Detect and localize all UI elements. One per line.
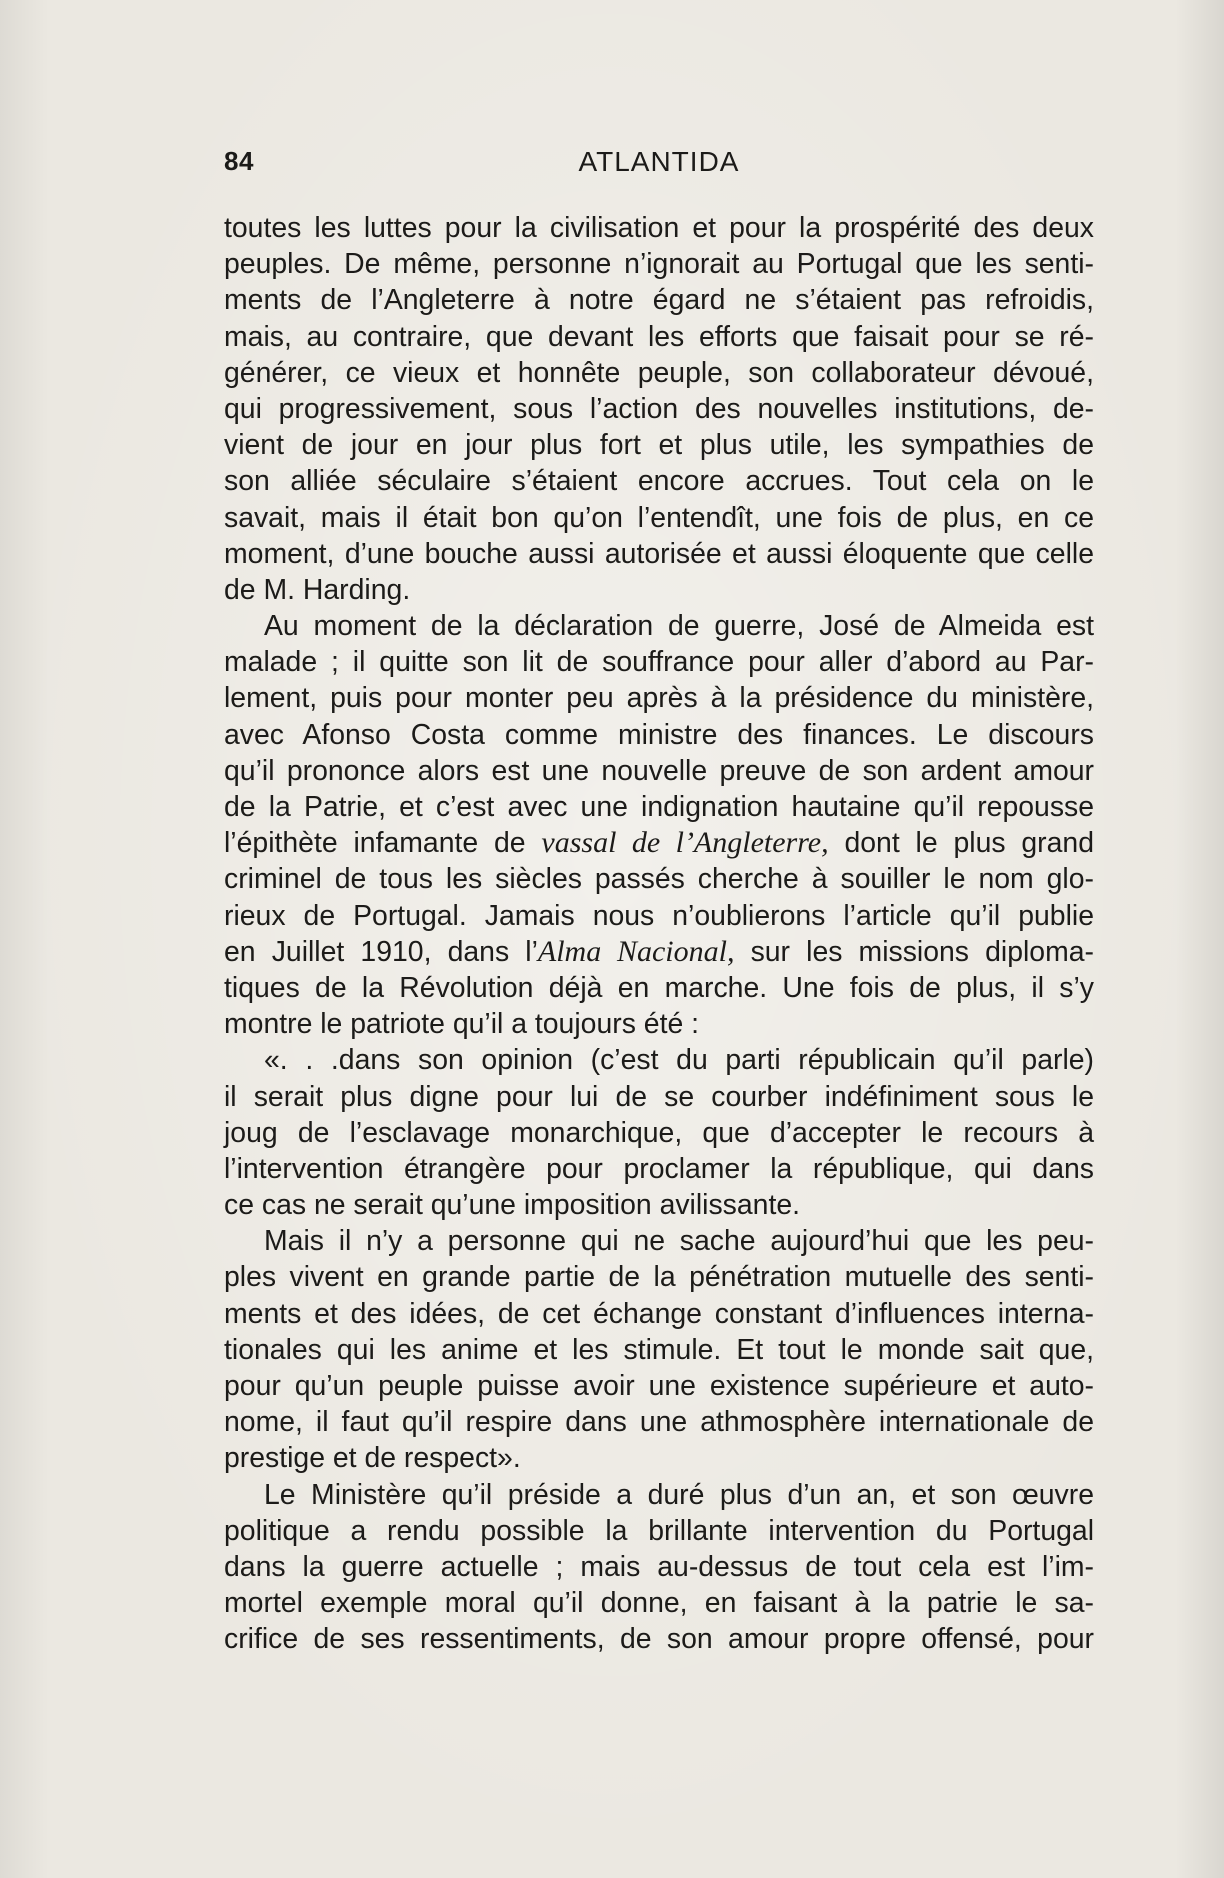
text-line: moment, d’une bouche aussi autorisée et aussi éloquente que celle [224,537,1094,570]
text-line: toutes les luttes pour la civilisation et pour la prospérité des deux [224,212,1094,244]
text-line: il serait plus digne pour lui de se courber indéfiniment sous le [224,1080,1094,1113]
running-title: ATLANTIDA [578,146,740,177]
text-line: mortel exemple moral qu’il donne, en faisant à la patrie le sa- [224,1587,1094,1620]
text-line: mais, au contraire, que devant les efforts que faisait pour se ré- [224,320,1094,353]
text-line: ments de l’Angleterre à notre égard ne s’étaient pas refroidis, [224,284,1094,317]
text-line: dans la guerre actuelle ; mais au-dessus de tout cela est l’im- [224,1550,1094,1583]
text-line: de M. Harding. [224,573,411,606]
text-line: qu’il prononce alors est une nouvelle preuve de son ardent amour [224,754,1094,787]
text-line: joug de l’esclavage monarchique, que d’accepter le recours à [224,1116,1094,1149]
text-line: criminel de tous les siècles passés cherche à souiller le nom glo- [224,863,1094,896]
text-line: «. . .dans son opinion (c’est du parti républicain qu’il parle) [264,1044,1094,1077]
text-line: Au moment de la déclaration de guerre, José de Almeida est [264,610,1094,643]
text-line: avec Afonso Costa comme ministre des finances. Le discours [224,718,1094,751]
text-segment: sur les missions diploma- [734,935,1094,968]
text-line: tionales qui les anime et les stimule. Et tout le monde sait que, [224,1333,1094,1366]
text-line: politique a rendu possible la brillante intervention du Portugal [224,1514,1094,1547]
text-line: rieux de Portugal. Jamais nous n’oublierons l’article qu’il publie [224,899,1094,932]
text-line: malade ; il quitte son lit de souffrance pour aller d’abord au Par- [224,646,1094,679]
italic-title: Alma Nacional, [537,934,735,968]
text-segment: dont le plus grand [828,827,1094,860]
text-line: générer, ce vieux et honnête peuple, son collaborateur dévoué, [224,356,1094,389]
text-line: ples vivent en grande partie de la pénétration mutuelle des senti- [224,1261,1094,1294]
text-line: qui progressivement, sous l’action des nouvelles institutions, de- [224,392,1094,425]
body-text [224,210,1094,1658]
text-line: pour qu’un peuple puisse avoir une existence supérieure et auto- [224,1370,1094,1402]
text-line: l’intervention étrangère pour proclamer la république, qui dans [224,1152,1094,1185]
text-line: lement, puis pour monter peu après à la présidence du ministère, [224,682,1094,715]
text-line [224,825,1094,861]
text-line: savait, mais il était bon qu’on l’entendît, une fois de plus, en ce [224,501,1094,534]
text-segment: en Juillet 1910, dans l’ [224,935,538,968]
text-line: ce cas ne serait qu’une imposition avilissante. [224,1189,801,1222]
text-segment: l’épithète infamante de [224,827,542,860]
text-line: ments et des idées, de cet échange constant d’influences interna- [224,1297,1094,1330]
text-line: prestige et de respect». [224,1442,521,1475]
text-line: vient de jour en jour plus fort et plus utile, les sympathies de [224,429,1094,462]
text-line: Le Ministère qu’il préside a duré plus d’un an, et son œuvre [264,1478,1094,1511]
page-number: 84 [224,146,254,176]
text-line: Mais il n’y a personne qui ne sache aujourd’hui que les peu- [264,1225,1094,1258]
text-line: de la Patrie, et c’est avec une indignation hautaine qu’il repousse [224,791,1094,823]
text-line [224,934,1094,970]
text-line: tiques de la Révolution déjà en marche. Une fois de plus, il s’y [224,971,1094,1004]
page-header [224,146,1094,186]
text-line: peuples. De même, personne n’ignorait au Portugal que les senti- [224,248,1094,281]
text-line: nome, il faut qu’il respire dans une athmosphère internationale de [224,1406,1094,1439]
italic-title: vassal de l’Angleterre, [541,826,829,860]
text-line: crifice de ses ressentiments, de son amour propre offensé, pour [224,1623,1094,1656]
text-line: son alliée séculaire s’étaient encore accrues. Tout cela on le [224,465,1094,498]
text-line: montre le patriote qu’il a toujours été : [224,1008,700,1041]
